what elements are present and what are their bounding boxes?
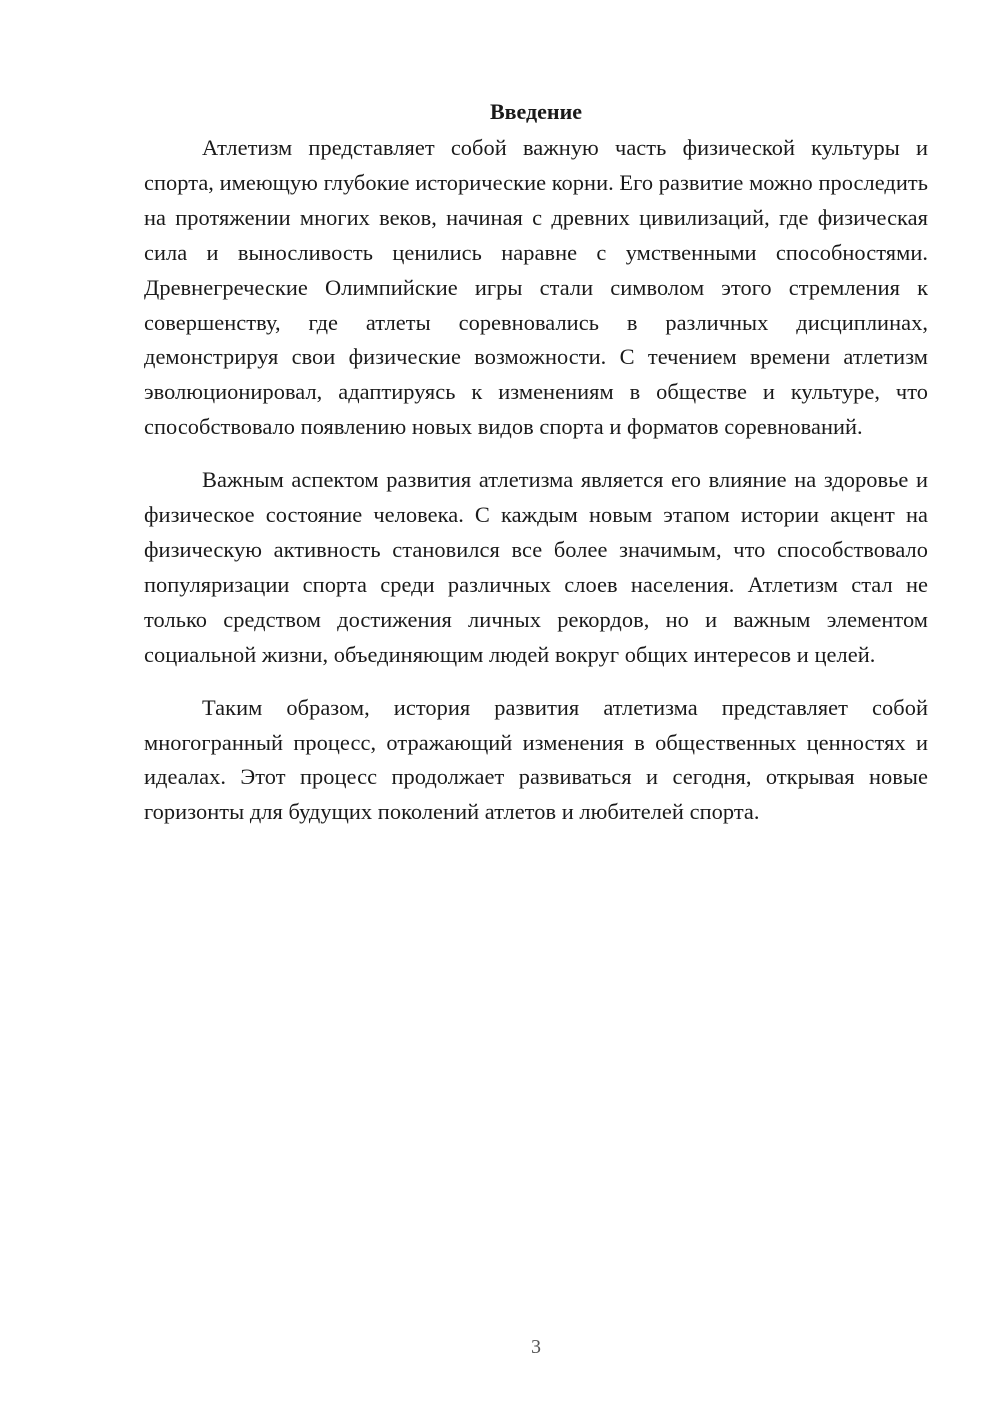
page-content — [144, 96, 928, 848]
page-number: 3 — [531, 1336, 541, 1358]
paragraph-3: Таким образом, история развития атлетизма представляет собой многогранный процесс, отражающий изменения в общественных ценностях и идеалах. Этот процесс продолжает развиваться и сегодня, открывая новые горизонты для будущих поколений атлетов и любителей спорта. — [144, 694, 928, 825]
paragraph-1: Атлетизм представляет собой важную часть физической культуры и спорта, имеющую глубокие исторические корни. Его развитие можно проследить на протяжении многих веков, начиная с древних цивилизаций, где физическая сила и выносливость ценились наравне с умственными способностями. Древнегреческие Олимпийские игры стали символом этого стремления к совершенству, где атлеты соревновались в различных дисциплинах, демонстрируя свои физические возможности. С течением времени атлетизм эволюционировал, адаптируясь к изменениям в обществе и культуре, что способствовало появлению новых видов спорта и форматов соревнований. — [144, 135, 928, 440]
paragraph-2: Важным аспектом развития атлетизма является его влияние на здоровье и физическое состояние человека. С каждым новым этапом истории акцент на физическую активность становился все более значимым, что способствовало популяризации спорта среди различных слоев населения. Атлетизм стал не только средством достижения личных рекордов, но и важным элементом социальной жизни, объединяющим людей вокруг общих интересов и целей. — [144, 467, 928, 667]
page-title: Введение — [489, 99, 583, 124]
